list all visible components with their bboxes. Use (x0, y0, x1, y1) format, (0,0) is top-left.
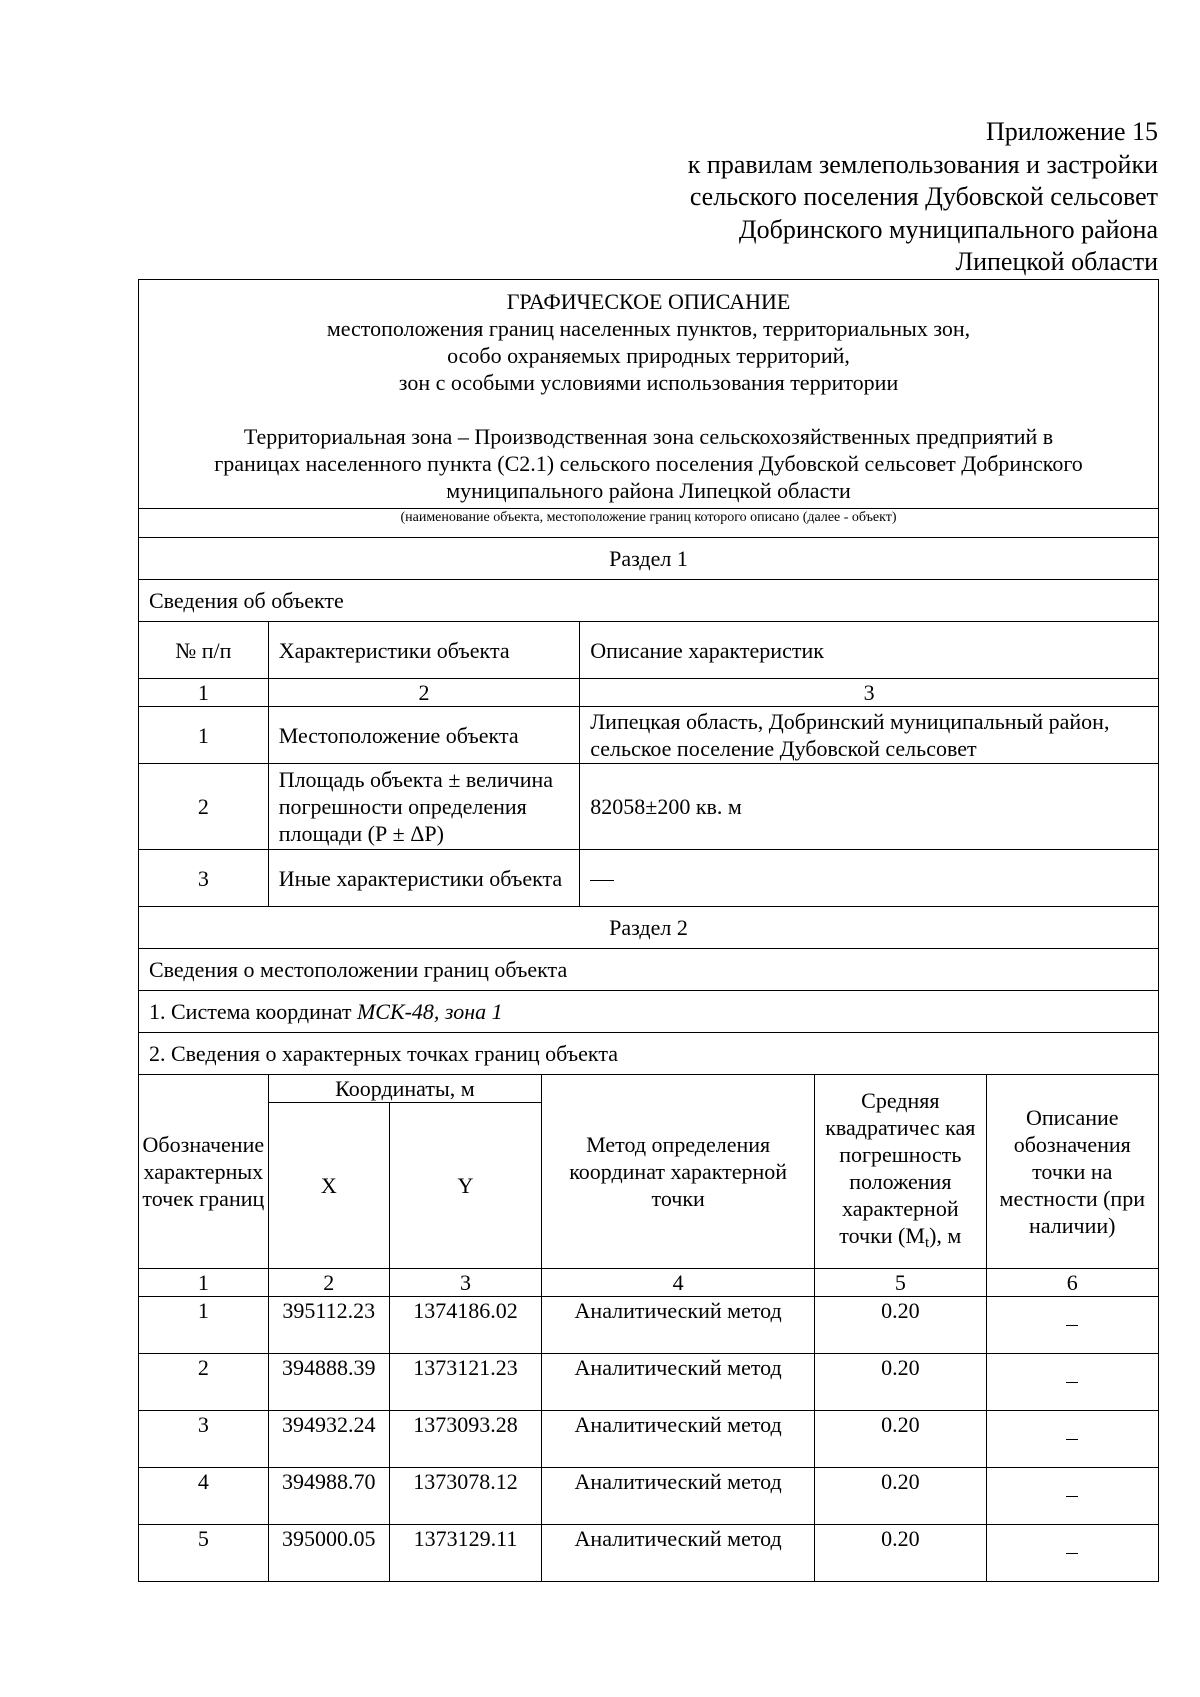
appendix-line: к правилам землепользования и застройки (687, 149, 1158, 179)
empty-value-dash (1066, 1325, 1078, 1326)
point-id: 3 (139, 1411, 269, 1468)
col-header-method: Метод определения координат характерной точки (542, 1075, 815, 1269)
document-subtitle-line: местоположения границ населенных пунктов, территориальных зон, (326, 316, 971, 341)
coordinate-system-name: МСК-48, зона 1 (356, 999, 503, 1024)
point-y: 1373078.12 (389, 1468, 541, 1525)
section2-title: Раздел 2 (139, 907, 1159, 949)
point-method: Аналитический метод (542, 1525, 815, 1582)
appendix-line: Добринского муниципального района (738, 214, 1158, 244)
col-number: 3 (389, 1269, 541, 1297)
col-number: 4 (542, 1269, 815, 1297)
col-header-point-description: Описание обозначения точки на местности (при наличии) (986, 1075, 1158, 1269)
empty-value-dash (1066, 1382, 1078, 1383)
empty-value-dash (1066, 1553, 1078, 1554)
empty-value-dash (1066, 1439, 1078, 1440)
document-title: ГРАФИЧЕСКОЕ ОПИСАНИЕ (506, 289, 791, 314)
empty-value-dash (1066, 1496, 1078, 1497)
point-error: 0.20 (815, 1297, 986, 1354)
appendix-header (598, 116, 1158, 279)
point-x: 394988.70 (268, 1468, 389, 1525)
point-description (986, 1525, 1158, 1582)
col-number: 5 (815, 1269, 986, 1297)
col-header-designation: Обозначение характерных точек границ (139, 1075, 269, 1269)
row-characteristic: Местоположение объекта (268, 707, 580, 764)
point-method: Аналитический метод (542, 1297, 815, 1354)
point-x: 394888.39 (268, 1354, 389, 1411)
row-value: Липецкая область, Добринский муниципальный район, сельское поселение Дубовской сельсовет (580, 707, 1159, 764)
point-method: Аналитический метод (542, 1468, 815, 1525)
col-number: 3 (580, 679, 1159, 707)
appendix-line: сельского поселения Дубовской сельсовет (689, 182, 1158, 211)
document-header (139, 280, 1159, 509)
col-header-x: X (268, 1103, 389, 1269)
table-row (139, 1411, 1159, 1468)
point-x: 394932.24 (268, 1411, 389, 1468)
point-method: Аналитический метод (542, 1354, 815, 1411)
point-id: 5 (139, 1525, 269, 1582)
point-y: 1373093.28 (389, 1411, 541, 1468)
section2-subtitle: Сведения о местоположении границ объекта (139, 949, 1159, 991)
point-error: 0.20 (815, 1468, 986, 1525)
row-characteristic: Площадь объекта ± величина погрешности определения площади (Р ± ΔР) (268, 764, 580, 850)
point-description (986, 1297, 1158, 1354)
point-id: 4 (139, 1468, 269, 1525)
table-row (139, 1525, 1159, 1582)
point-x: 395000.05 (268, 1525, 389, 1582)
row-num: 2 (139, 764, 269, 850)
points-title: 2. Сведения о характерных точках границ объекта (139, 1033, 1159, 1075)
col-number: 1 (139, 1269, 269, 1297)
point-id: 2 (139, 1354, 269, 1411)
object-name-note: (наименование объекта, местоположение границ которого описано (далее - объект) (139, 509, 1159, 538)
section1-subtitle: Сведения об объекте (139, 580, 1159, 622)
col-header-num: № п/п (139, 622, 269, 679)
table-row (139, 1468, 1159, 1525)
point-x: 395112.23 (268, 1297, 389, 1354)
point-id: 1 (139, 1297, 269, 1354)
point-error: 0.20 (815, 1411, 986, 1468)
section1-title: Раздел 1 (139, 538, 1159, 580)
point-y: 1373129.11 (389, 1525, 541, 1582)
point-method: Аналитический метод (542, 1411, 815, 1468)
document-subtitle-line: особо охраняемых природных территорий, (447, 343, 850, 368)
coordinate-system-prefix: 1. Система координат (149, 999, 357, 1024)
point-y: 1374186.02 (389, 1297, 541, 1354)
coordinate-system (139, 991, 1159, 1033)
col-header-error: Средняя квадратичес кая погрешность положения характерной точки $(M_t)$, м (815, 1075, 986, 1269)
col-number: 2 (268, 679, 580, 707)
row-num: 3 (139, 850, 269, 907)
document-subtitle-line: зон с особыми условиями использования территории (398, 370, 899, 395)
point-error: 0.20 (815, 1354, 986, 1411)
zone-name-line: муниципального района Липецкой области (446, 478, 851, 503)
col-header-characteristics: Характеристики объекта (268, 622, 580, 679)
row-value: 82058±200 кв. м (580, 764, 1159, 850)
appendix-line: Липецкой области (955, 247, 1158, 276)
col-number: 2 (268, 1269, 389, 1297)
graphic-description-table (138, 279, 1159, 1582)
empty-value-dash (590, 880, 614, 881)
point-description (986, 1411, 1158, 1468)
point-description (986, 1468, 1158, 1525)
col-header-y: Y (389, 1103, 541, 1269)
col-number: 6 (986, 1269, 1158, 1297)
point-description (986, 1354, 1158, 1411)
row-value (580, 850, 1159, 907)
appendix-line: Приложение 15 (985, 117, 1158, 146)
point-y: 1373121.23 (389, 1354, 541, 1411)
row-num: 1 (139, 707, 269, 764)
zone-name-line: Территориальная зона – Производственная зона сельскохозяйственных предприятий в (243, 424, 1054, 449)
row-characteristic: Иные характеристики объекта (268, 850, 580, 907)
table-row (139, 1297, 1159, 1354)
col-header-description: Описание характеристик (580, 622, 1159, 679)
table-row (139, 1354, 1159, 1411)
col-header-coordinates: Координаты, м (268, 1075, 541, 1103)
point-error: 0.20 (815, 1525, 986, 1582)
col-number: 1 (139, 679, 269, 707)
zone-name-line: границах населенного пункта (С2.1) сельского поселения Дубовской сельсовет Добринского (214, 451, 1083, 476)
